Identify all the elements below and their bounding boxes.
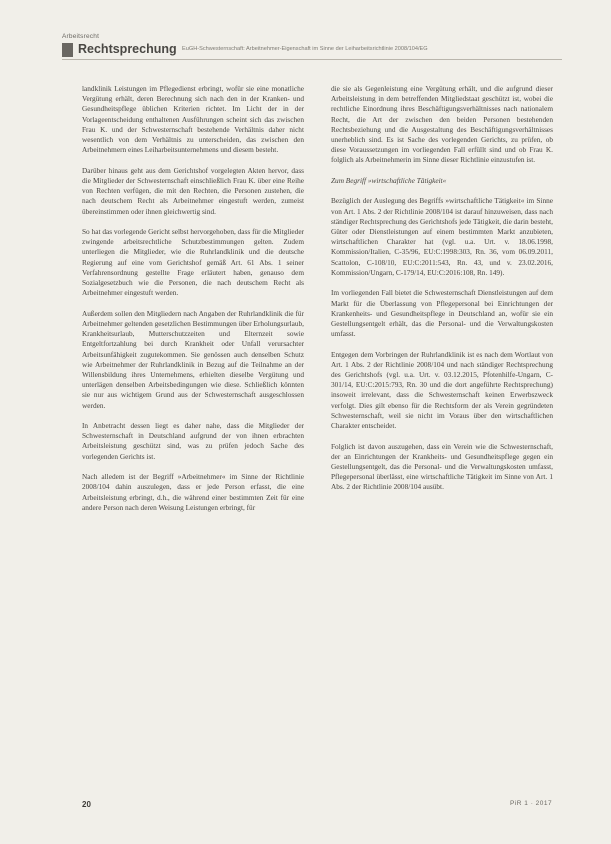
paragraph: Darüber hinaus geht aus dem Gerichtshof vorgelegten Akten hervor, dass die Mitglieder der Schwesternschaft einschließlich Frau K. über eine Reihe von Rechten verfügen, die mit den Rechten, die Personen zustehen, die nach deutschem Recht als Arbeitnehmer eingestuft werden, zumeist übereinstimmen oder ihnen gleichwertig sind. — [82, 165, 304, 216]
paragraph: Entgegen dem Vorbringen der Ruhrlandklinik ist es nach dem Wortlaut von Art. 1 Abs. 2 der Richtlinie 2008/104 und nach ständiger Rechtsprechung des Gerichtshofs (vgl. u.a. Urt. v. 03.12.2015, Pfotenhilfe-Ungarn, C-301/14, EU:C:2015:793, Rn. 30 und die dort angeführte Rechtsprechung) insoweit irrelevant, dass die Schwesternschaft keinen Erwerbszweck verfolgt. Dies gilt ebenso für die Rechtsform der als Verein gegründeten Schwesternschaft, weil sie nicht im Voraus über den wirtschaftlichen Charakter entscheidet. — [331, 349, 553, 431]
paragraph: Im vorliegenden Fall bietet die Schwesternschaft Dienstleistungen auf dem Markt für die Überlassung von Pflegepersonal bei Einrichtungen der Krankenheits- und Gesundheitspflege in Deutschland an, wofür sie ein Gestellungsentgelt erhält, das die Personal- und die Verwaltungskosten umfasst. — [331, 288, 553, 339]
header-title: Rechtsprechung — [78, 42, 177, 56]
right-column — [331, 84, 553, 503]
paragraph: Nach alledem ist der Begriff »Arbeitnehmer« im Sinne der Richtlinie 2008/104 dahin auszulegen, dass er jede Person erfasst, die eine Arbeitsleistung erbringt, d.h., die während einer bestimmten Zeit für eine andere Person nach deren Weisung Leistungen erbringt, für — [82, 472, 304, 512]
paragraph: Bezüglich der Auslegung des Begriffs »wirtschaftliche Tätigkeit« im Sinne von Art. 1 Abs. 2 der Richtlinie 2008/104 ist darauf hinzuweisen, dass nach ständiger Rechtsprechung des Gerichtshofs jede Tätigkeit, die darin besteht, Güter oder Dienstleistungen auf einem bestimmten Markt anzubieten, wirtschaftlichen Charakter hat (vgl. u.a. Urt. v. 18.06.1998, Kommission/Italien, C-35/96, EU:C:1998:303, Rn. 36, vom 06.09.2011, Scattolon, C-108/10, EU:C:2011:543, Rn. 43, und v. 23.02.2016, Kommission/Ungarn, C-179/14, EU:C:2016:108, Rn. 149). — [331, 196, 553, 277]
section-label: Arbeitsrecht — [62, 33, 100, 40]
paragraph: die sie als Gegenleistung eine Vergütung erhält, und die aufgrund dieser Arbeitsleistung in dem betreffenden Mitgliedstaat geschützt ist, wobei die rechtliche Einordnung ihres Beschäftigungsverhältnisses nach nationalem Recht, die Art der zwischen den beiden Personen bestehenden Rechtsbeziehung und die Ausgestaltung des Beschäftigungsverhältnisses unerheblich sind. Es ist Sache des vorlegenden Gerichts, zu prüfen, ob diese Voraussetzungen im vorliegenden Fall erfüllt sind und ob Frau K. folglich als Arbeitnehmerin im Sinne dieser Richtlinie einzustufen ist. — [331, 84, 553, 165]
paragraph: So hat das vorlegende Gericht selbst hervorgehoben, dass für die Mitglieder zwingende arbeitsrechtliche Schutzbestimmungen gelten. Zudem unterliegen die Mitglieder, wie die Ruhrlandklinik und die deutsche Regierung auf eine vom Gerichtshof gemäß Art. 61 Abs. 1 seiner Verfahrensordnung gestellte Frage erläutert haben, genauso dem Sozialgesetzbuch wie die Personen, die nach deutschem Recht als Arbeitnehmer eingestuft werden. — [82, 227, 304, 298]
header-color-block — [62, 43, 73, 57]
issue-label: PiR 1 · 2017 — [510, 800, 553, 807]
paragraph: In Anbetracht dessen liegt es daher nahe, dass die Mitglieder der Schwesternschaft in Deutschland aufgrund der von ihnen erbrachten Arbeitsleistung geschützt sind, was zu prüfen jedoch Sache des vorlegenden Gerichts ist. — [82, 421, 304, 461]
paragraph: Außerdem sollen den Mitgliedern nach Angaben der Ruhrlandklinik die für Arbeitnehmer geltenden gesetzlichen Bestimmungen über Erholungsurlaub, Krankheitsurlaub, Mutterschutzzeiten und Elternzeit sowie Entgeltfortzahlung bei durch Krankheit oder Unfall verursachter Arbeitsunfähigkeit zugutekommen. Sie genössen auch denselben Schutz wie Arbeitnehmer der Ruhrlandklinik in Bezug auf die Teilnahme an der Willensbildung ihres Unternehmens, erhielten dieselbe Vergütung und unterlägen denselben Arbeitsbedingungen wie diese. Schließlich könnten sie nur aus wichtigem Grund aus der Schwesternschaft ausgeschlossen werden. — [82, 308, 304, 410]
header-subtitle: EuGH-Schwesternschaft: Arbeitnehmer-Eigenschaft im Sinne der Leiharbeitsrichtlinie 2008/104/EG — [182, 46, 428, 52]
subheading: Zum Begriff »wirtschaftliche Tätigkeit« — [331, 175, 447, 185]
running-header — [62, 42, 562, 60]
page-number: 20 — [82, 800, 91, 809]
left-column — [82, 84, 304, 523]
paragraph: Folglich ist davon auszugehen, dass ein Verein wie die Schwesternschaft, der an Einrichtungen der Krankheits- und Gesundheitspflege gegen ein Gestellungsentgelt, das die Personal- und die Verwaltungskosten umfasst, Pflegepersonal überlässt, eine wirtschaftliche Tätigkeit im Sinne von Art. 1 Abs. 2 der Richtlinie 2008/104 ausübt. — [331, 441, 553, 492]
paragraph: landklinik Leistungen im Pflegedienst erbringt, wofür sie eine monatliche Vergütung erhält, deren Berechnung sich nach den in der Kranken- und Gesundheitspflege üblichen Kriterien richtet. Im Licht der in der Vorlageentscheidung enthaltenen Ausführungen scheint sich das zwischen Frau K. und der Schwesternschaft bestehende Verhältnis daher nicht wesentlich von dem Verhältnis zu unterscheiden, das zwischen den Arbeitnehmern eines Leiharbeitsunternehmens und diesem besteht. — [82, 84, 304, 155]
